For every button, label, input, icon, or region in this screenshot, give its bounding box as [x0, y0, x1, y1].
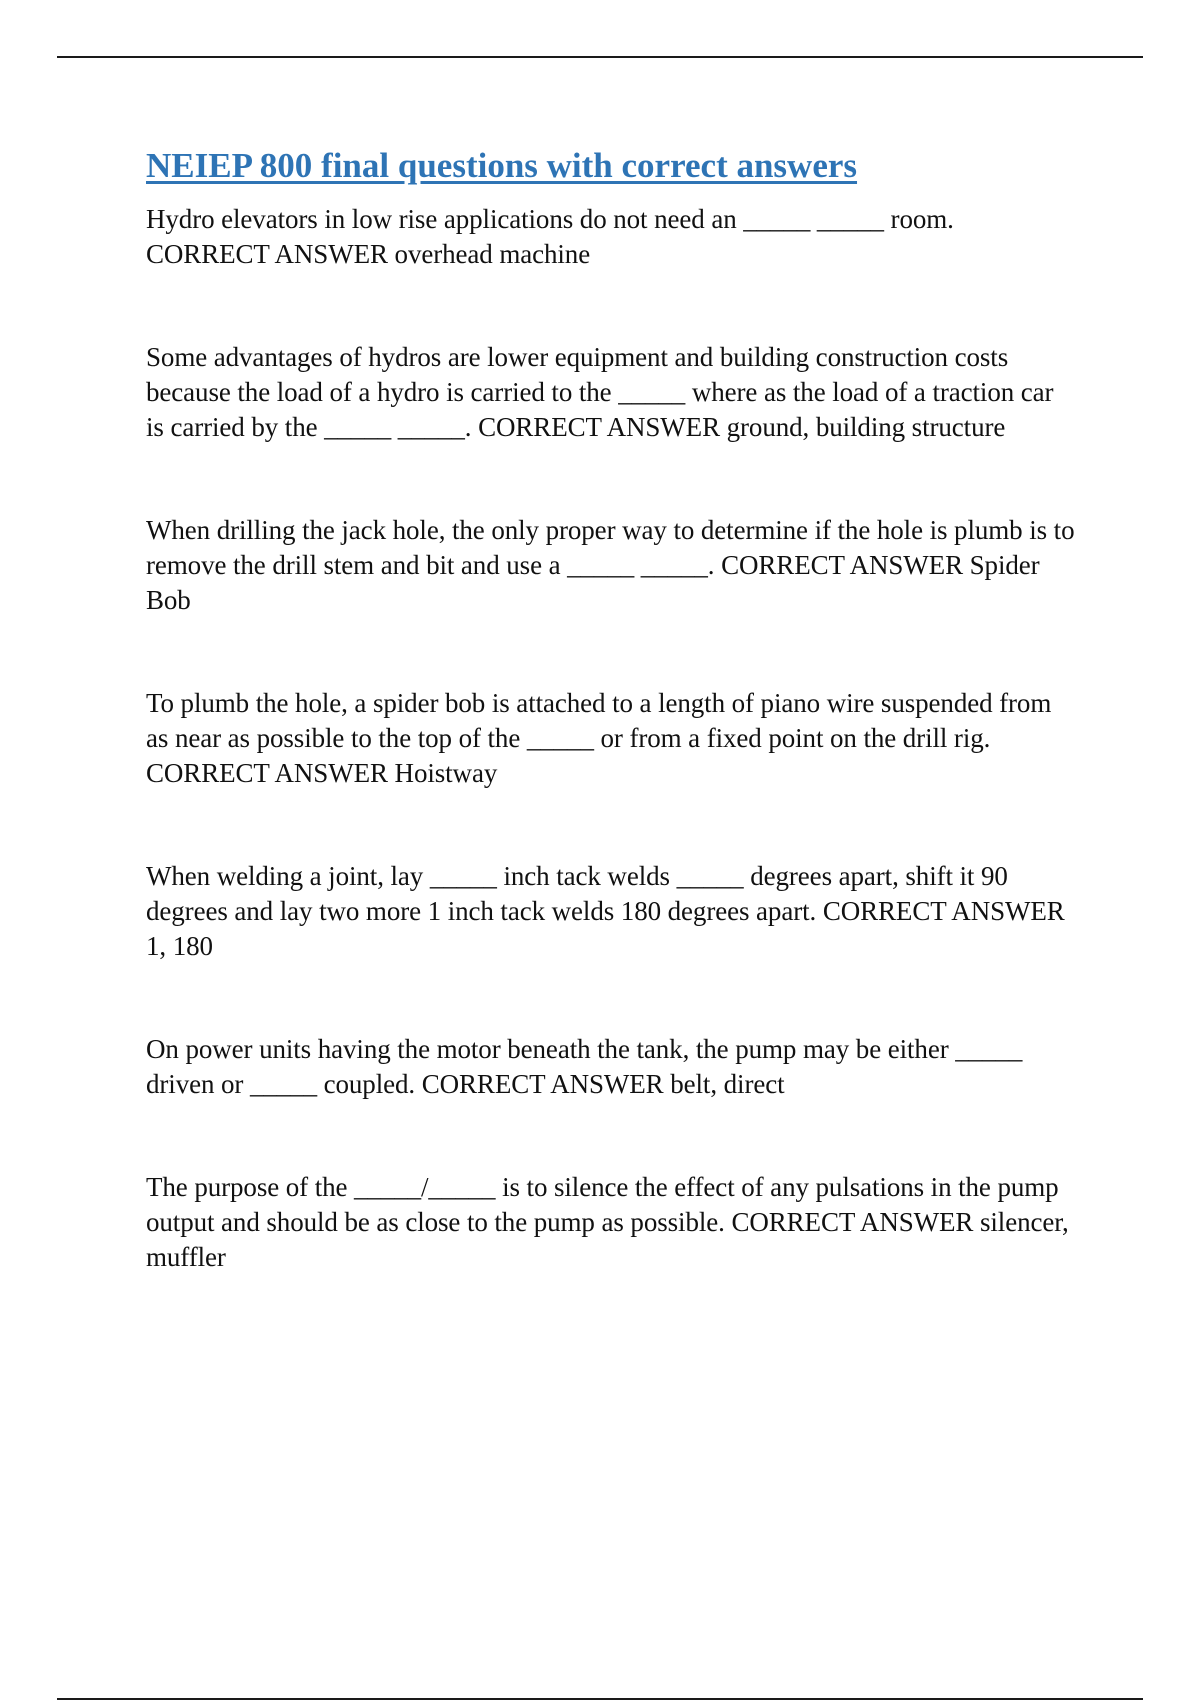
answer-label: CORRECT ANSWER	[421, 1069, 664, 1099]
question-text: Some advantages of hydros are lower equipment and building construction costs because the load of a hydro is carried to the _____ where as the load of a traction car is carried by the _____ _____.	[146, 342, 1054, 442]
answer-text: silencer, muffler	[146, 1207, 1069, 1272]
answer-label: CORRECT ANSWER	[146, 758, 388, 788]
answer-label: CORRECT ANSWER	[731, 1207, 974, 1237]
question-text: Hydro elevators in low rise applications do not need an _____ _____ room.	[146, 204, 954, 234]
qa-item-7	[146, 1170, 1076, 1275]
qa-item-3	[146, 513, 1076, 618]
question-text: The purpose of the _____/_____ is to silence the effect of any pulsations in the pump output and should be as close to the pump as possible.	[146, 1172, 1059, 1237]
question-text: When drilling the jack hole, the only proper way to determine if the hole is plumb is to remove the drill stem and bit and use a _____ _____.	[146, 515, 1075, 580]
question-text: On power units having the motor beneath the tank, the pump may be either _____ driven or _____ coupled.	[146, 1034, 1023, 1099]
answer-label: CORRECT ANSWER	[721, 550, 963, 580]
question-text: To plumb the hole, a spider bob is attached to a length of piano wire suspended from as near as possible to the top of the _____ or from a fixed point on the drill rig.	[146, 688, 1052, 753]
top-rule	[57, 56, 1143, 58]
qa-item-4	[146, 686, 1076, 791]
answer-label: CORRECT ANSWER	[822, 896, 1065, 926]
answer-text: ground, building structure	[726, 412, 1006, 442]
qa-item-1	[146, 202, 1076, 272]
answer-label: CORRECT ANSWER	[478, 412, 720, 442]
qa-item-6	[146, 1032, 1076, 1102]
document-body	[146, 140, 1076, 1275]
answer-text: belt, direct	[670, 1069, 785, 1099]
answer-text: Spider Bob	[146, 550, 1040, 615]
document-title: NEIEP 800 final questions with correct answers	[146, 146, 858, 185]
answer-text: overhead machine	[394, 239, 591, 269]
qa-item-2	[146, 340, 1076, 445]
answer-text: Hoistway	[394, 758, 498, 788]
question-text: When welding a joint, lay _____ inch tack welds _____ degrees apart, shift it 90 degrees and lay two more 1 inch tack welds 180 degrees apart.	[146, 861, 1008, 926]
qa-item-5	[146, 859, 1076, 964]
answer-text: 1, 180	[146, 931, 213, 961]
answer-label: CORRECT ANSWER	[146, 239, 388, 269]
